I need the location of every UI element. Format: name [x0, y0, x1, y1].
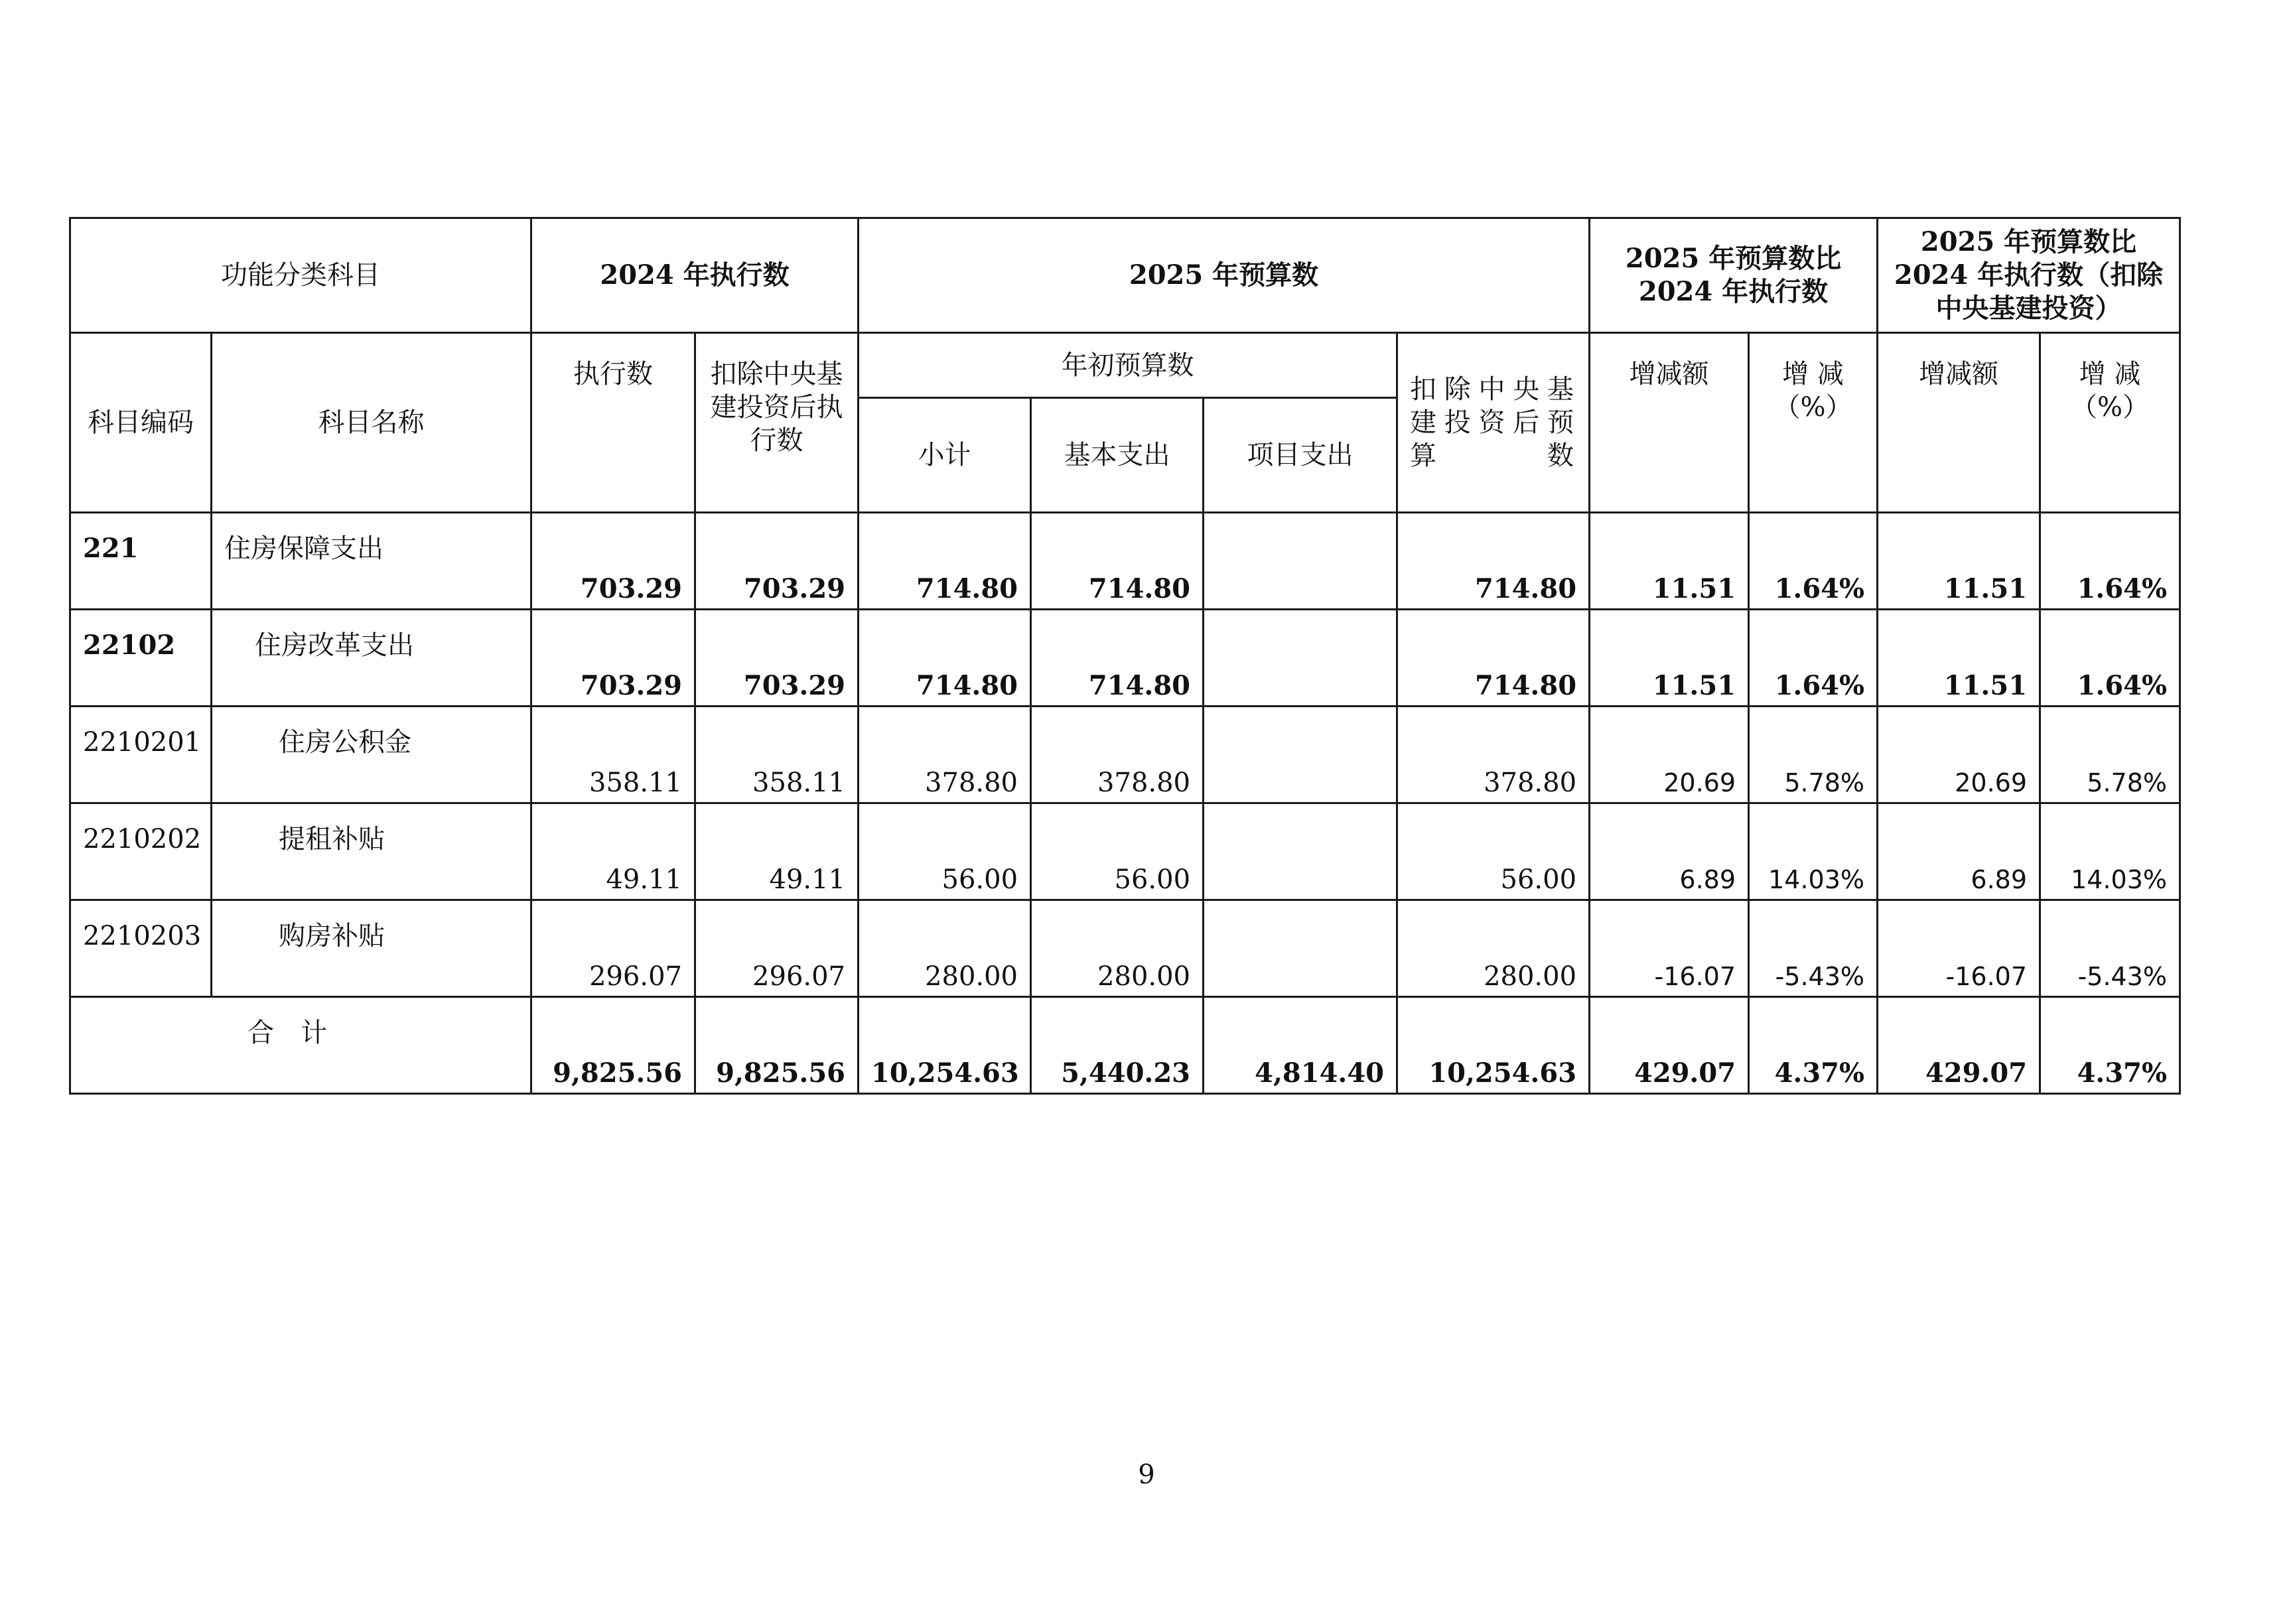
budget-table: [69, 217, 2181, 1095]
header-budget-2025: 2025 年预算数: [859, 218, 1590, 333]
change-pct-2: -5.43%: [2040, 900, 2180, 997]
subject-code: 221: [70, 513, 212, 610]
table-row: [70, 707, 2180, 803]
total-budget-excl: 10,254.63: [1397, 997, 1590, 1094]
change-amount-2: 11.51: [1878, 513, 2040, 610]
subtotal: 714.80: [859, 513, 1031, 610]
header-compare-exec: 2025 年预算数比 2024 年执行数: [1590, 218, 1878, 333]
change-pct: 14.03%: [1749, 803, 1878, 900]
table-row: [70, 803, 2180, 900]
subject-name: 购房补贴: [212, 900, 531, 997]
header-compare-excl: 2025 年预算数比 2024 年执行数（扣除中央基建投资）: [1878, 218, 2180, 333]
total-label: 合计: [70, 997, 531, 1094]
subject-code: 22102: [70, 610, 212, 707]
exec-amount: 703.29: [531, 610, 695, 707]
header-func-category: 功能分类科目: [70, 218, 531, 333]
change-pct: 1.64%: [1749, 513, 1878, 610]
total-exec-amount: 9,825.56: [531, 997, 695, 1094]
change-amount-2: 11.51: [1878, 610, 2040, 707]
basic-exp: 714.80: [1031, 610, 1204, 707]
subtotal: 56.00: [859, 803, 1031, 900]
exec-amount: 358.11: [531, 707, 695, 803]
change-amount: 11.51: [1590, 610, 1749, 707]
subject-name: 住房保障支出: [212, 513, 531, 610]
change-pct: 5.78%: [1749, 707, 1878, 803]
total-row: [70, 997, 2180, 1094]
basic-exp: 714.80: [1031, 513, 1204, 610]
header-subject-name: 科目名称: [212, 333, 531, 513]
exec-amount: 703.29: [531, 513, 695, 610]
change-amount: -16.07: [1590, 900, 1749, 997]
project-exp: [1204, 900, 1397, 997]
change-pct-2: 5.78%: [2040, 707, 2180, 803]
header-budget-excl: 扣除中央基建投资后预算数: [1397, 333, 1590, 513]
change-amount-2: 6.89: [1878, 803, 2040, 900]
exec-excl: 703.29: [695, 513, 859, 610]
total-project-exp: 4,814.40: [1204, 997, 1397, 1094]
exec-amount: 49.11: [531, 803, 695, 900]
project-exp: [1204, 610, 1397, 707]
header-project-exp: 项目支出: [1204, 398, 1397, 513]
basic-exp: 378.80: [1031, 707, 1204, 803]
subtotal: 714.80: [859, 610, 1031, 707]
header-exec-2024: 2024 年执行数: [531, 218, 859, 333]
header-basic-exp: 基本支出: [1031, 398, 1204, 513]
header-change-pct: 增 减（%）: [1749, 333, 1878, 513]
table-row: [70, 513, 2180, 610]
total-exec-excl: 9,825.56: [695, 997, 859, 1094]
header-change-pct-2: 增 减（%）: [2040, 333, 2180, 513]
total-change-pct: 4.37%: [1749, 997, 1878, 1094]
header-subtotal: 小计: [859, 398, 1031, 513]
change-amount-2: 20.69: [1878, 707, 2040, 803]
exec-amount: 296.07: [531, 900, 695, 997]
budget-excl: 378.80: [1397, 707, 1590, 803]
budget-excl: 56.00: [1397, 803, 1590, 900]
total-subtotal: 10,254.63: [859, 997, 1031, 1094]
budget-excl: 714.80: [1397, 513, 1590, 610]
change-amount-2: -16.07: [1878, 900, 2040, 997]
project-exp: [1204, 803, 1397, 900]
header-row-2: [70, 333, 2180, 398]
table-row: [70, 610, 2180, 707]
subject-code: 2210203: [70, 900, 212, 997]
total-change-amount-2: 429.07: [1878, 997, 2040, 1094]
subject-name: 提租补贴: [212, 803, 531, 900]
project-exp: [1204, 513, 1397, 610]
budget-excl: 280.00: [1397, 900, 1590, 997]
subtotal: 378.80: [859, 707, 1031, 803]
page-number: 9: [1138, 1459, 1155, 1490]
change-amount: 6.89: [1590, 803, 1749, 900]
change-pct-2: 1.64%: [2040, 513, 2180, 610]
subject-name: 住房公积金: [212, 707, 531, 803]
total-basic-exp: 5,440.23: [1031, 997, 1204, 1094]
subject-code: 2210201: [70, 707, 212, 803]
change-amount: 20.69: [1590, 707, 1749, 803]
subtotal: 280.00: [859, 900, 1031, 997]
change-amount: 11.51: [1590, 513, 1749, 610]
subject-name: 住房改革支出: [212, 610, 531, 707]
header-subject-code: 科目编码: [70, 333, 212, 513]
change-pct-2: 1.64%: [2040, 610, 2180, 707]
header-row-1: [70, 218, 2180, 333]
subject-code: 2210202: [70, 803, 212, 900]
total-change-amount: 429.07: [1590, 997, 1749, 1094]
total-change-pct-2: 4.37%: [2040, 997, 2180, 1094]
change-pct: 1.64%: [1749, 610, 1878, 707]
exec-excl: 358.11: [695, 707, 859, 803]
budget-excl: 714.80: [1397, 610, 1590, 707]
project-exp: [1204, 707, 1397, 803]
header-change-amount-2: 增减额: [1878, 333, 2040, 513]
change-pct-2: 14.03%: [2040, 803, 2180, 900]
change-pct: -5.43%: [1749, 900, 1878, 997]
basic-exp: 280.00: [1031, 900, 1204, 997]
exec-excl: 296.07: [695, 900, 859, 997]
header-initial-budget: 年初预算数: [859, 333, 1397, 398]
table-row: [70, 900, 2180, 997]
exec-excl: 49.11: [695, 803, 859, 900]
header-exec-excl: 扣除中央基建投资后执行数: [695, 333, 859, 513]
basic-exp: 56.00: [1031, 803, 1204, 900]
header-change-amount: 增减额: [1590, 333, 1749, 513]
header-exec-amount: 执行数: [531, 333, 695, 513]
exec-excl: 703.29: [695, 610, 859, 707]
